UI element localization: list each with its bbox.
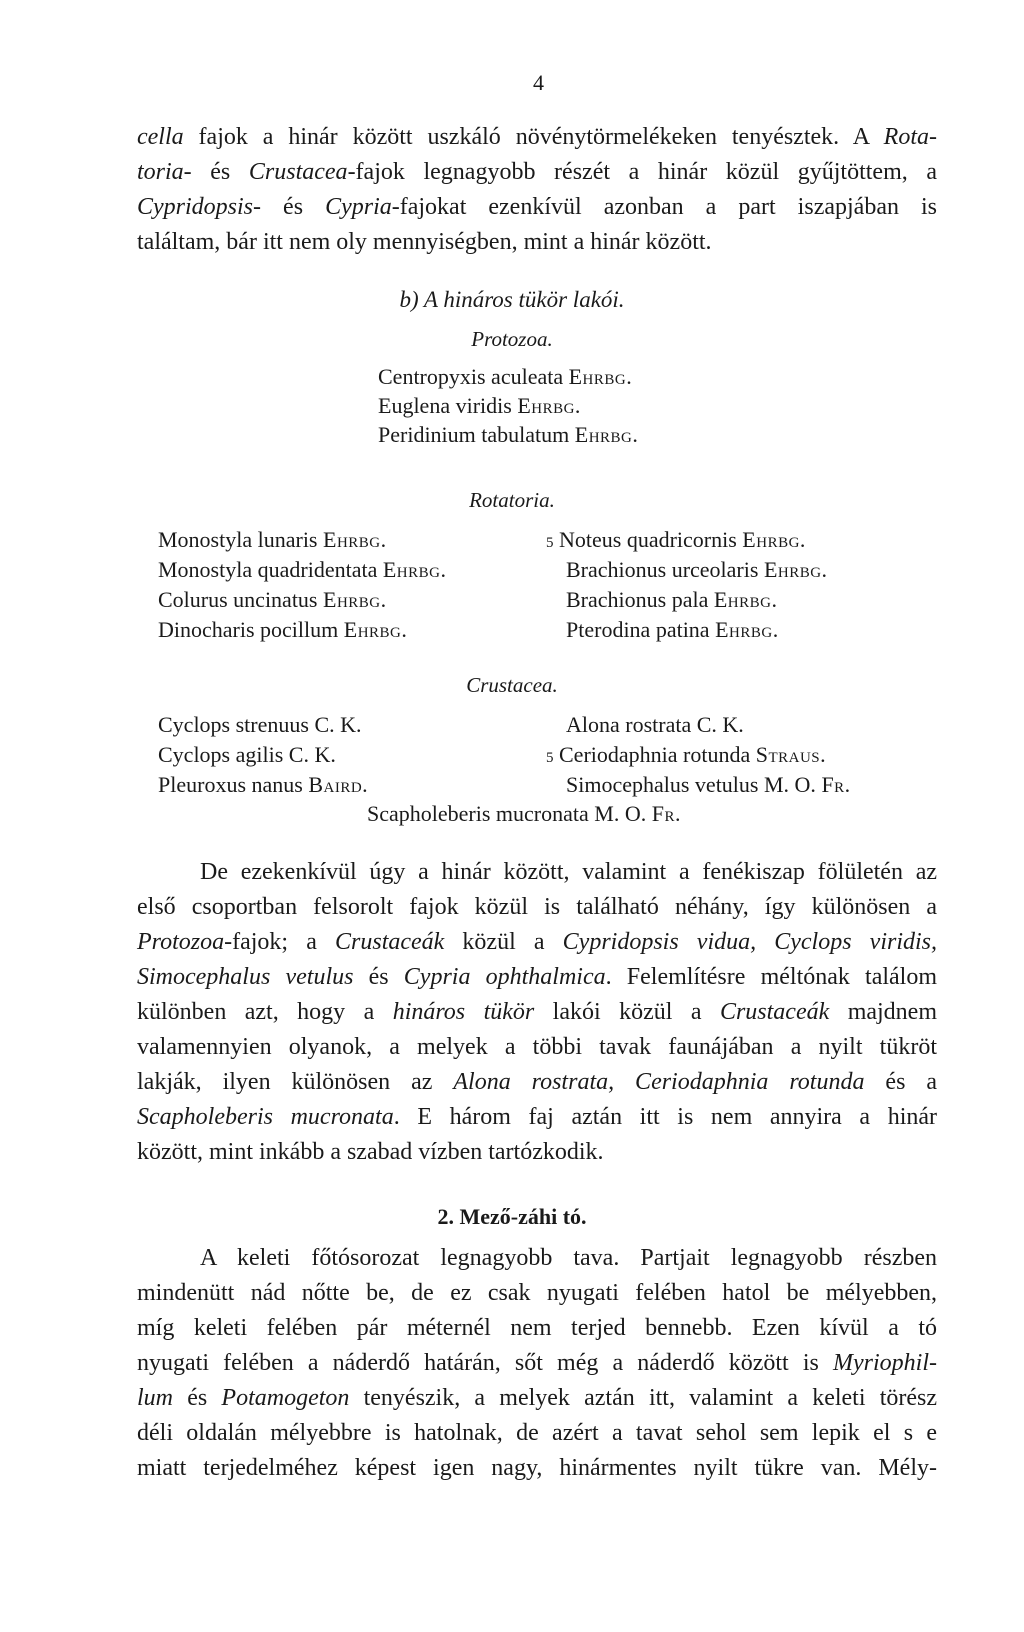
text: míg keleti felében pár méternél nem terjed bennebb. Ezen kívül a tó xyxy=(137,1315,937,1341)
para2-line-9 xyxy=(137,1137,604,1167)
section2-line-3 xyxy=(137,1313,937,1343)
italic-term: Cypria ophthalmica xyxy=(403,964,606,990)
species-name: Alona rostrata C. K. xyxy=(566,712,744,737)
intro-line-4 xyxy=(137,227,712,257)
text: találtam, bár itt nem oly mennyiségben, mint a hinár között. xyxy=(137,229,712,255)
rotatoria-left-item xyxy=(158,616,407,644)
section2-line-5 xyxy=(137,1383,937,1413)
species-name: Peridinium tabulatum xyxy=(378,422,575,447)
text: déli oldalán mélyebbre is hatolnak, de azért a tavat sehol sem lepik el s e xyxy=(137,1420,937,1446)
italic-term: Potamogeton xyxy=(221,1385,350,1411)
italic-term: Myriophil- xyxy=(833,1350,937,1376)
species-author: Baird. xyxy=(308,772,369,797)
text: különben azt, hogy a xyxy=(137,999,393,1025)
protozoa-item xyxy=(378,363,632,391)
text: és xyxy=(353,964,404,990)
text: miatt terjedelméhez képest igen nagy, hinármentes nyilt tükre van. Mély- xyxy=(137,1455,937,1481)
para2-line-3 xyxy=(137,927,937,957)
para2-line-1 xyxy=(200,857,937,887)
species-author: Ehrbg. xyxy=(742,527,806,552)
italic-term: Cypria xyxy=(325,194,392,220)
species-name: Monostyla lunaris xyxy=(158,527,323,552)
text: De ezekenkívül úgy a hinár között, valamint a fenékiszap fölületén az xyxy=(200,859,937,885)
rotatoria-right-item xyxy=(566,556,828,584)
species-name: Euglena viridis xyxy=(378,393,518,418)
species-name: Cyclops agilis C. K. xyxy=(158,742,336,767)
species-author: Fr. xyxy=(651,801,681,826)
italic-term: Crustacea xyxy=(248,159,348,185)
protozoa-item xyxy=(378,392,581,420)
rotatoria-right-item xyxy=(546,526,806,557)
italic-term: lum xyxy=(137,1385,173,1411)
species-name: Centropyxis aculeata xyxy=(378,364,569,389)
species-author: Ehrbg. xyxy=(517,393,581,418)
rotatoria-right-item xyxy=(566,586,777,614)
crustacea-left-item xyxy=(158,771,368,799)
italic-term: Crustaceák xyxy=(335,929,445,955)
species-name: Dinocharis pocillum xyxy=(158,617,344,642)
para2-line-6 xyxy=(137,1032,937,1062)
text: tenyészik, a melyek aztán itt, valamint a keleti törész xyxy=(349,1385,938,1411)
species-name: Pterodina patina xyxy=(566,617,716,642)
text: között, mint inkább a szabad vízben tartózkodik. xyxy=(137,1139,604,1165)
intro-line-3 xyxy=(137,192,937,222)
protozoa-item xyxy=(378,421,638,449)
species-name: Noteus quadricornis xyxy=(559,527,743,552)
crustacea-center-item xyxy=(367,800,681,828)
intro-line-1 xyxy=(137,122,937,152)
text: első csoportban felsorolt fajok közül is található néhány, így különösen a xyxy=(137,894,937,920)
page-number: 4 xyxy=(533,70,544,95)
text: és xyxy=(191,159,249,185)
species-author: Ehrbg. xyxy=(323,587,387,612)
italic-term: Scapholeberis mucronata xyxy=(137,1104,394,1130)
rotatoria-left-item xyxy=(158,526,387,554)
crustacea-right-item xyxy=(546,741,826,772)
crustacea-left-item xyxy=(158,741,336,769)
species-author: Ehrbg. xyxy=(343,617,408,642)
italic-term: Protozoa xyxy=(137,929,225,955)
text: -fajokat ezenkívül azonban a part iszapjában is xyxy=(391,194,937,220)
text: A keleti főtósorozat legnagyobb tava. Partjait legnagyobb részben xyxy=(200,1245,937,1271)
italic-term: toria- xyxy=(137,159,192,185)
italic-term: Crustaceák xyxy=(719,999,830,1025)
italic-term: Rota- xyxy=(883,124,937,150)
species-author: Ehrbg. xyxy=(713,587,778,612)
text: és xyxy=(173,1385,222,1411)
rotatoria-left-item xyxy=(158,556,446,584)
text: közül a xyxy=(444,929,563,955)
text: valamennyien olyanok, a melyek a többi tavak faunájában a nyilt tükröt xyxy=(137,1034,937,1060)
italic-term: Cypridopsis vidua, Cyclops viridis, xyxy=(562,929,938,955)
text: és xyxy=(261,194,326,220)
species-author: Ehrbg. xyxy=(323,527,387,552)
species-author: Straus. xyxy=(755,742,827,767)
para2-line-5 xyxy=(137,997,937,1027)
italic-term: cella xyxy=(137,124,184,150)
italic-term: Alona rostrata, Ceriodaphnia rotunda xyxy=(453,1069,865,1095)
species-name: Colurus uncinatus xyxy=(158,587,323,612)
species-name: Cyclops strenuus C. K. xyxy=(158,712,362,737)
crustacea-right-item xyxy=(566,711,744,739)
species-name: Brachionus urceolaris xyxy=(566,557,764,582)
species-name: Monostyla quadridentata xyxy=(158,557,383,582)
para2-line-8 xyxy=(137,1102,937,1132)
species-name: Brachionus pala xyxy=(566,587,714,612)
italic-term: Cypridopsis- xyxy=(137,194,262,220)
protozoa-heading: Protozoa. xyxy=(471,327,553,351)
species-author: Fr. xyxy=(821,772,851,797)
text: -fajok legnagyobb részét a hinár közül gyűjtöttem, a xyxy=(347,159,937,185)
text: -fajok; a xyxy=(224,929,335,955)
intro-line-2 xyxy=(137,157,937,187)
text: . E három faj aztán itt is nem annyira a hinár xyxy=(393,1104,938,1130)
text: lakói közül a xyxy=(534,999,720,1025)
species-author: Ehrbg. xyxy=(715,617,779,642)
section2-line-4 xyxy=(137,1348,937,1378)
species-name: Pleuroxus nanus xyxy=(158,772,309,797)
rotatoria-heading: Rotatoria. xyxy=(469,488,555,512)
section2-line-7 xyxy=(137,1453,937,1483)
para2-line-7 xyxy=(137,1067,937,1097)
text: lakják, ilyen különösen az xyxy=(137,1069,454,1095)
text: nyugati felében a náderdő határán, sőt még a náderdő között is xyxy=(137,1350,834,1376)
para2-line-2 xyxy=(137,892,937,922)
species-author: Ehrbg. xyxy=(574,422,639,447)
line-marker: 5 xyxy=(546,750,554,766)
text: majdnem xyxy=(829,999,938,1025)
text: . Felemlítésre méltónak találom xyxy=(605,964,938,990)
para2-line-4 xyxy=(137,962,937,992)
line-marker: 5 xyxy=(546,535,554,551)
species-author: Ehrbg. xyxy=(382,557,447,582)
rotatoria-right-item xyxy=(566,616,779,644)
text: és a xyxy=(864,1069,938,1095)
text: fajok a hinár között uszkáló növénytörmelékeken tenyésztek. A xyxy=(183,124,884,150)
crustacea-heading: Crustacea. xyxy=(466,673,558,697)
italic-term: Simocephalus vetulus xyxy=(137,964,354,990)
section2-line-1 xyxy=(200,1243,937,1273)
species-name: Ceriodaphnia rotunda xyxy=(559,742,756,767)
crustacea-right-item xyxy=(566,771,851,799)
text: mindenütt nád nőtte be, de ez csak nyugati felében hatol be mélyebben, xyxy=(137,1280,937,1306)
rotatoria-left-item xyxy=(158,586,387,614)
species-name: Simocephalus vetulus M. O. xyxy=(566,772,822,797)
italic-term: hináros tükör xyxy=(392,999,535,1025)
species-name: Scapholeberis mucronata M. O. xyxy=(367,801,652,826)
section-b-title: b) A hináros tükör lakói. xyxy=(399,287,625,312)
species-author: Ehrbg. xyxy=(568,364,633,389)
crustacea-left-item xyxy=(158,711,362,739)
section-2-title: 2. Mező-záhi tó. xyxy=(437,1204,587,1229)
species-author: Ehrbg. xyxy=(763,557,828,582)
section2-line-6 xyxy=(137,1418,937,1448)
section2-line-2 xyxy=(137,1278,937,1308)
